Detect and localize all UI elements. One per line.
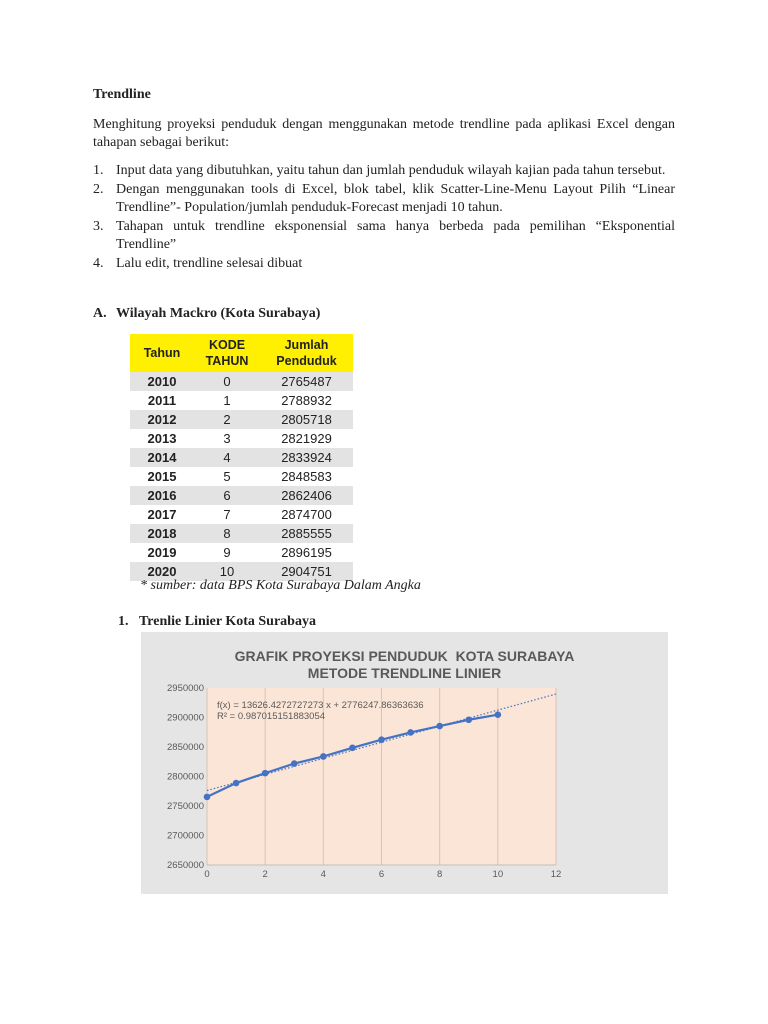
cell-kode-tahun: 9 xyxy=(194,543,260,562)
subsection-title: Trenlie Linier Kota Surabaya xyxy=(139,614,316,629)
table-row xyxy=(130,429,353,448)
step-number: 4. xyxy=(93,256,104,271)
x-tick-label: 0 xyxy=(204,869,210,880)
data-point xyxy=(262,770,269,777)
trendline-equation: f(x) = 13626.4272727273 x + 2776247.86363636 xyxy=(217,700,424,711)
data-point xyxy=(233,780,240,787)
table-row xyxy=(130,410,353,429)
table-row xyxy=(130,391,353,410)
step-text: Input data yang dibutuhkan, yaitu tahun dan jumlah penduduk wilayah kajian pada tahun tersebut. xyxy=(116,163,666,178)
table-row xyxy=(130,543,353,562)
data-point xyxy=(204,794,211,801)
list-item xyxy=(93,162,675,180)
table-row xyxy=(130,372,353,391)
x-tick-label: 8 xyxy=(437,869,443,880)
data-point xyxy=(349,745,356,752)
header-jumlah-penduduk: Jumlah Penduduk xyxy=(260,334,353,372)
cell-kode-tahun: 5 xyxy=(194,467,260,486)
chart-container xyxy=(141,632,668,894)
step-text: Tahapan untuk trendline eksponensial sama hanya berbeda pada pemilihan “Eksponential Trendline” xyxy=(116,219,675,252)
cell-tahun: 2012 xyxy=(130,410,194,429)
y-tick-label: 2950000 xyxy=(167,683,204,694)
y-tick-label: 2700000 xyxy=(167,830,204,842)
x-tick-label: 12 xyxy=(550,869,562,880)
data-point xyxy=(407,729,414,736)
cell-tahun: 2013 xyxy=(130,429,194,448)
cell-kode-tahun: 0 xyxy=(194,372,260,391)
step-text: Dengan menggunakan tools di Excel, blok tabel, klik Scatter-Line-Menu Layout Pilih “Linear Trendline”- Population/jumlah penduduk-Forecast menjadi 10 tahun. xyxy=(116,182,675,215)
cell-kode-tahun: 2 xyxy=(194,410,260,429)
cell-tahun: 2010 xyxy=(130,372,194,391)
x-tick-label: 6 xyxy=(378,869,385,880)
table-row xyxy=(130,467,353,486)
header-kode-tahun: KODE TAHUN xyxy=(194,334,260,372)
x-tick-label: 2 xyxy=(262,869,268,880)
cell-tahun: 2016 xyxy=(130,486,194,505)
trendline-r-squared: R² = 0.987015151883054 xyxy=(217,711,326,722)
cell-tahun: 2018 xyxy=(130,524,194,543)
population-table xyxy=(130,334,353,581)
cell-jumlah-penduduk: 2904751 xyxy=(260,562,353,581)
list-item xyxy=(93,218,675,254)
chart-subtitle: METODE TRENDLINE LINIER xyxy=(307,665,502,681)
cell-kode-tahun: 7 xyxy=(194,505,260,524)
cell-jumlah-penduduk: 2862406 xyxy=(260,486,353,505)
cell-tahun: 2014 xyxy=(130,448,194,467)
table-row xyxy=(130,524,353,543)
cell-kode-tahun: 3 xyxy=(194,429,260,448)
table-header-row xyxy=(130,334,353,372)
data-point xyxy=(495,711,502,718)
cell-jumlah-penduduk: 2821929 xyxy=(260,429,353,448)
section-title: Wilayah Mackro (Kota Surabaya) xyxy=(116,306,321,321)
section-label: A. xyxy=(93,306,107,321)
steps-list xyxy=(93,162,675,274)
cell-jumlah-penduduk: 2805718 xyxy=(260,410,353,429)
data-point xyxy=(378,736,385,743)
cell-tahun: 2017 xyxy=(130,505,194,524)
cell-kode-tahun: 1 xyxy=(194,391,260,410)
cell-tahun: 2015 xyxy=(130,467,194,486)
y-tick-label: 2750000 xyxy=(167,801,204,812)
chart-title: GRAFIK PROYEKSI PENDUDUK KOTA SURABAYA xyxy=(234,648,575,664)
cell-tahun: 2011 xyxy=(130,391,194,410)
header-tahun: Tahun xyxy=(130,334,194,372)
table-row xyxy=(130,505,353,524)
list-item xyxy=(93,181,675,217)
cell-kode-tahun: 10 xyxy=(194,562,260,581)
source-note: * sumber: data BPS Kota Surabaya Dalam Angka xyxy=(140,578,421,593)
y-tick-label: 2900000 xyxy=(167,712,204,724)
x-tick-label: 10 xyxy=(492,869,504,880)
data-point xyxy=(320,753,327,760)
cell-tahun: 2019 xyxy=(130,543,194,562)
y-tick-label: 2650000 xyxy=(167,860,204,871)
cell-kode-tahun: 8 xyxy=(194,524,260,543)
cell-tahun: 2020 xyxy=(130,562,194,581)
step-text: Lalu edit, trendline selesai dibuat xyxy=(116,256,303,271)
cell-jumlah-penduduk: 2765487 xyxy=(260,372,353,391)
cell-kode-tahun: 6 xyxy=(194,486,260,505)
subsection-heading xyxy=(118,614,316,630)
cell-jumlah-penduduk: 2874700 xyxy=(260,505,353,524)
intro-paragraph: Menghitung proyeksi penduduk dengan menggunakan metode trendline pada aplikasi Excel dengan tahapan sebagai berikut: xyxy=(93,117,675,150)
x-tick-label: 4 xyxy=(320,869,326,880)
cell-jumlah-penduduk: 2896195 xyxy=(260,543,353,562)
cell-kode-tahun: 4 xyxy=(194,448,260,467)
data-point xyxy=(436,723,443,730)
trendline-chart xyxy=(141,632,668,894)
table-row xyxy=(130,448,353,467)
cell-jumlah-penduduk: 2788932 xyxy=(260,391,353,410)
step-number: 3. xyxy=(93,219,104,234)
step-number: 2. xyxy=(93,182,104,197)
data-point xyxy=(291,760,298,767)
y-tick-label: 2800000 xyxy=(167,771,204,783)
subsection-label: 1. xyxy=(118,614,129,629)
table-row xyxy=(130,486,353,505)
step-number: 1. xyxy=(93,163,104,178)
data-point xyxy=(465,716,472,723)
cell-jumlah-penduduk: 2885555 xyxy=(260,524,353,543)
cell-jumlah-penduduk: 2848583 xyxy=(260,467,353,486)
list-item xyxy=(93,255,675,273)
cell-jumlah-penduduk: 2833924 xyxy=(260,448,353,467)
y-tick-label: 2850000 xyxy=(167,742,204,753)
section-a-heading xyxy=(93,306,320,322)
document-heading: Trendline xyxy=(93,87,151,102)
table-body xyxy=(130,372,353,581)
